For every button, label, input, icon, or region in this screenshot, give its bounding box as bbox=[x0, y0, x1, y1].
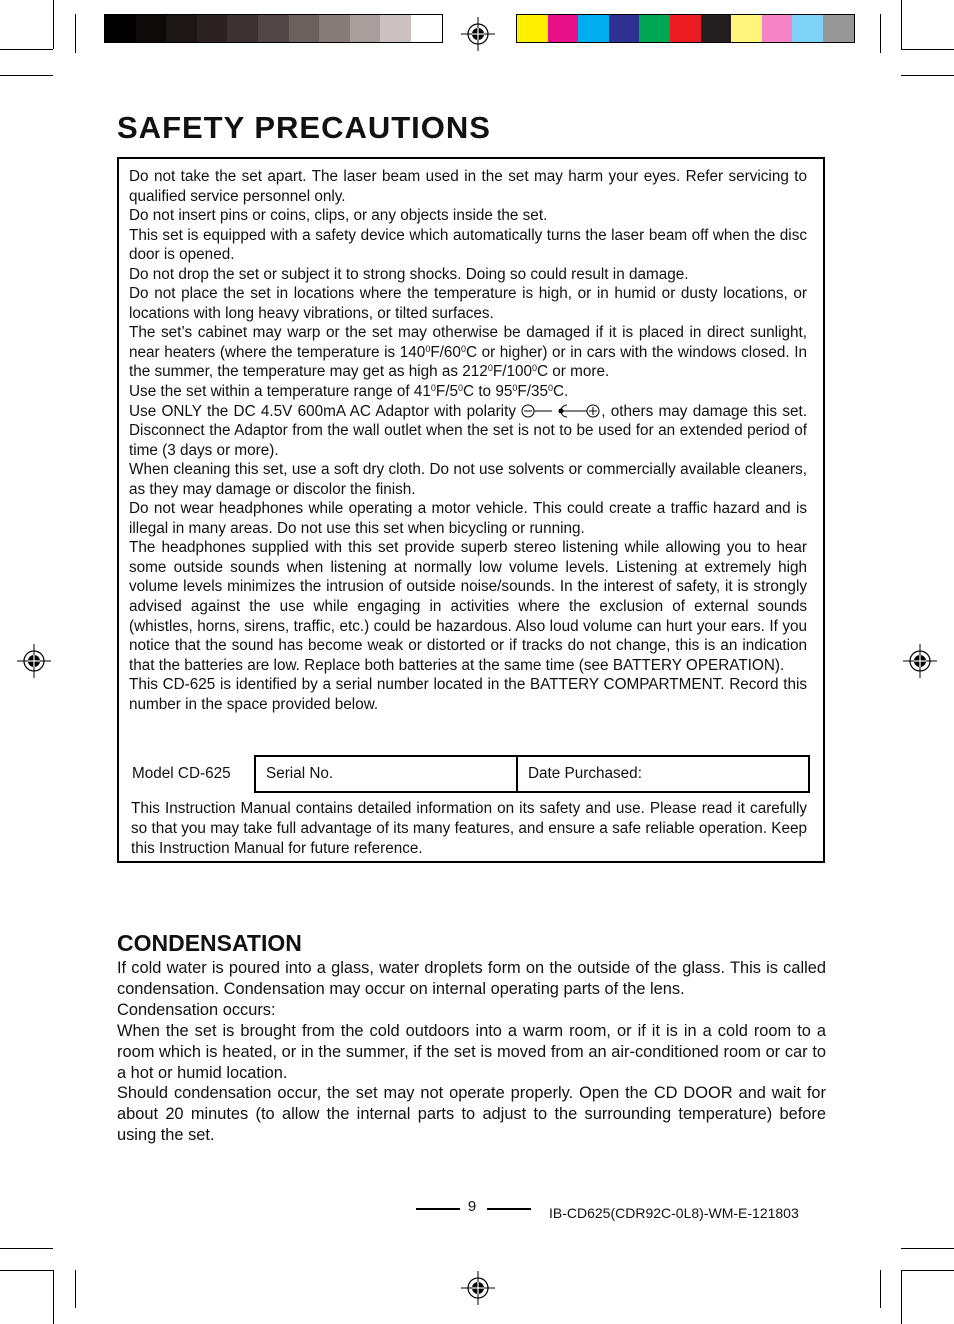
process-color-swatch bbox=[578, 15, 609, 42]
serial-number-label: Serial No. bbox=[266, 765, 334, 782]
grayscale-swatch bbox=[319, 15, 350, 42]
model-label: Model CD-625 bbox=[132, 765, 231, 782]
registration-mark-icon bbox=[17, 644, 51, 678]
grayscale-swatch bbox=[411, 15, 442, 42]
safety-paragraph: Do not wear headphones while operating a motor vehicle. This could create a traffic hazard and is illegal in many areas. Do not use this set when bicycling or running. bbox=[129, 500, 807, 537]
grayscale-swatch bbox=[227, 15, 258, 42]
process-color-bar bbox=[516, 14, 855, 43]
safety-paragraph: Do not insert pins or coins, clips, or any objects inside the set. bbox=[129, 207, 548, 225]
document-code: IB-CD625(CDR92C-0L8)-WM-E-121803 bbox=[549, 1205, 799, 1221]
safety-paragraph-temperature: Use the set within a temperature range of $41^0F/5^0C$ to $95^0F/35^0C$. bbox=[129, 383, 569, 401]
registration-mark-icon bbox=[903, 644, 937, 678]
grayscale-swatch bbox=[166, 15, 197, 42]
date-purchased-field[interactable] bbox=[516, 755, 810, 793]
safety-paragraph: This CD-625 is identified by a serial number located in the BATTERY COMPARTMENT. Record this number in the space provided below. bbox=[129, 676, 807, 713]
condensation-paragraph: Should condensation occur, the set may not operate properly. Open the CD DOOR and wait for about 20 minutes (to allow the internal parts to adjust to the surrounding temperature) before using the set. bbox=[117, 1084, 826, 1145]
grayscale-swatch bbox=[136, 15, 167, 42]
process-color-swatch bbox=[731, 15, 762, 42]
safety-text bbox=[129, 167, 807, 714]
condensation-paragraph: Condensation occurs: bbox=[117, 1000, 276, 1019]
safety-paragraph-heat: The set’s cabinet may warp or the set may otherwise be damaged if it is placed in direct sunlight, near heaters (where the temperature is $140^0F/60^0C$ or higher) or in cars with the windows closed. In the summer, the temperature may get as high as $212^0F/100^0C$ or more. bbox=[129, 324, 807, 381]
grayscale-swatch bbox=[380, 15, 411, 42]
safety-paragraph: Do not place the set in locations where the temperature is high, or in humid or dusty locations, or locations with long heavy vibrations, or tilted surfaces. bbox=[129, 285, 807, 322]
page-title: SAFETY PRECAUTIONS bbox=[117, 110, 491, 145]
date-purchased-label: Date Purchased: bbox=[528, 765, 642, 782]
serial-number-field[interactable] bbox=[254, 755, 518, 793]
process-color-swatch bbox=[701, 15, 732, 42]
grayscale-color-bar bbox=[104, 14, 443, 43]
grayscale-swatch bbox=[350, 15, 381, 42]
process-color-swatch bbox=[517, 15, 548, 42]
process-color-swatch bbox=[823, 15, 854, 42]
grayscale-swatch bbox=[105, 15, 136, 42]
safety-precautions-box bbox=[117, 157, 825, 863]
footer-rule-left bbox=[416, 1208, 460, 1210]
safety-paragraph: Do not drop the set or subject it to strong shocks. Doing so could result in damage. bbox=[129, 265, 689, 283]
condensation-paragraph: When the set is brought from the cold outdoors into a warm room, or if it is in a cold room to a room which is heated, or in the summer, if the set is moved from an air-conditioned room or car to a hot or humid location. bbox=[117, 1021, 826, 1082]
registration-mark-icon bbox=[461, 17, 495, 51]
process-color-swatch bbox=[670, 15, 701, 42]
safety-paragraph-adaptor: Use ONLY the DC 4.5V 600mA AC Adaptor with polarity , others may damage this set. Disconnect the Adaptor from the wall outlet when the set is not to be used for an extended period of time (3 days or more). bbox=[129, 402, 807, 459]
serial-record-row bbox=[129, 755, 809, 793]
polarity-symbol-icon bbox=[521, 404, 601, 418]
page-number: 9 bbox=[467, 1198, 477, 1215]
process-color-swatch bbox=[762, 15, 793, 42]
registration-mark-icon bbox=[461, 1271, 495, 1305]
safety-paragraph: This set is equipped with a safety device which automatically turns the laser beam off when the disc door is opened. bbox=[129, 226, 807, 264]
grayscale-swatch bbox=[258, 15, 289, 42]
process-color-swatch bbox=[609, 15, 640, 42]
condensation-paragraph: If cold water is poured into a glass, water droplets form on the outside of the glass. This is called condensation. Condensation may occur on internal operating parts of the lens. bbox=[117, 959, 826, 998]
grayscale-swatch bbox=[197, 15, 228, 42]
process-color-swatch bbox=[639, 15, 670, 42]
process-color-swatch bbox=[548, 15, 579, 42]
grayscale-swatch bbox=[289, 15, 320, 42]
condensation-text bbox=[117, 958, 826, 1146]
safety-paragraph: When cleaning this set, use a soft dry cloth. Do not use solvents or commercially available cleaners, as they may damage or discolor the finish. bbox=[129, 461, 807, 498]
manual-note: This Instruction Manual contains detailed information on its safety and use. Please read it carefully so that you may take full advantage of its many features, and ensure a safe reliable operation. Keep this Instruction Manual for future reference. bbox=[131, 800, 807, 857]
safety-paragraph: Do not take the set apart. The laser beam used in the set may harm your eyes. Refer servicing to qualified service personnel only. bbox=[129, 168, 807, 205]
process-color-swatch bbox=[792, 15, 823, 42]
condensation-heading: CONDENSATION bbox=[117, 930, 302, 956]
safety-paragraph: The headphones supplied with this set provide superb stereo listening while allowing you to hear some outside sounds when listening at normally low volume levels. Listening at extremely high volume levels minimizes the intrusion of outside noise/sounds. In the interest of safety, it is strongly advised against the use while engaging in activities where the exclusion of external sounds (whistles, horns, sirens, traffic, etc.) could be hazardous. Also loud volume can hurt your ears. If you notice that the sound has become weak or distorted or if tracks do not change, this is an indication that the batteries are low. Replace both batteries at the same time (see BATTERY OPERATION). bbox=[129, 539, 807, 674]
footer-rule-right bbox=[487, 1208, 531, 1210]
